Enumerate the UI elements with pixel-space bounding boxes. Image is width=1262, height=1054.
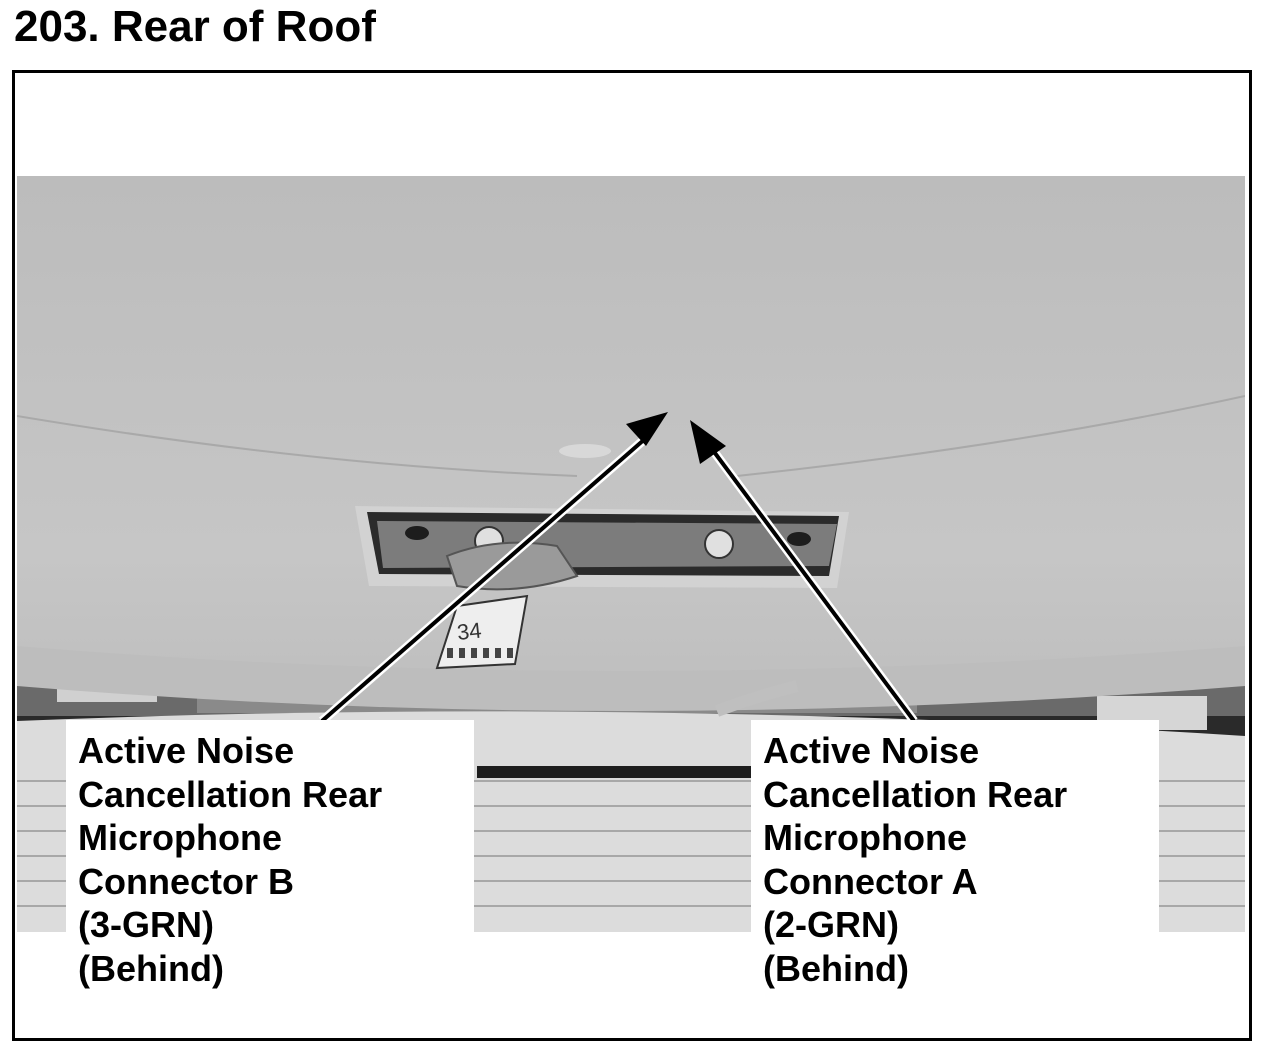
callout-a-line-2: Cancellation Rear — [763, 773, 1068, 815]
callout-connector-b — [66, 720, 474, 988]
callout-a-line-5: (2-GRN) — [763, 904, 899, 945]
callout-a-line-3: Microphone — [763, 817, 967, 858]
callout-connector-a — [751, 720, 1159, 988]
page-title: 203. Rear of Roof — [14, 2, 376, 51]
callout-b-line-2: Cancellation Rear — [78, 773, 383, 815]
callout-b-line-3: Microphone — [78, 817, 282, 858]
callout-a-line-4: Connector A — [763, 860, 978, 902]
callout-b-line-6: (Behind) — [78, 947, 224, 989]
callout-a-line-1: Active Noise — [763, 730, 980, 771]
callout-b-line-4: Connector B — [78, 860, 294, 902]
connector-marking: 34 — [455, 617, 483, 646]
callout-b-line-1: Active Noise — [78, 730, 295, 771]
callout-a-line-6: (Behind) — [763, 947, 909, 989]
callout-b-line-5: (3-GRN) — [78, 904, 214, 945]
